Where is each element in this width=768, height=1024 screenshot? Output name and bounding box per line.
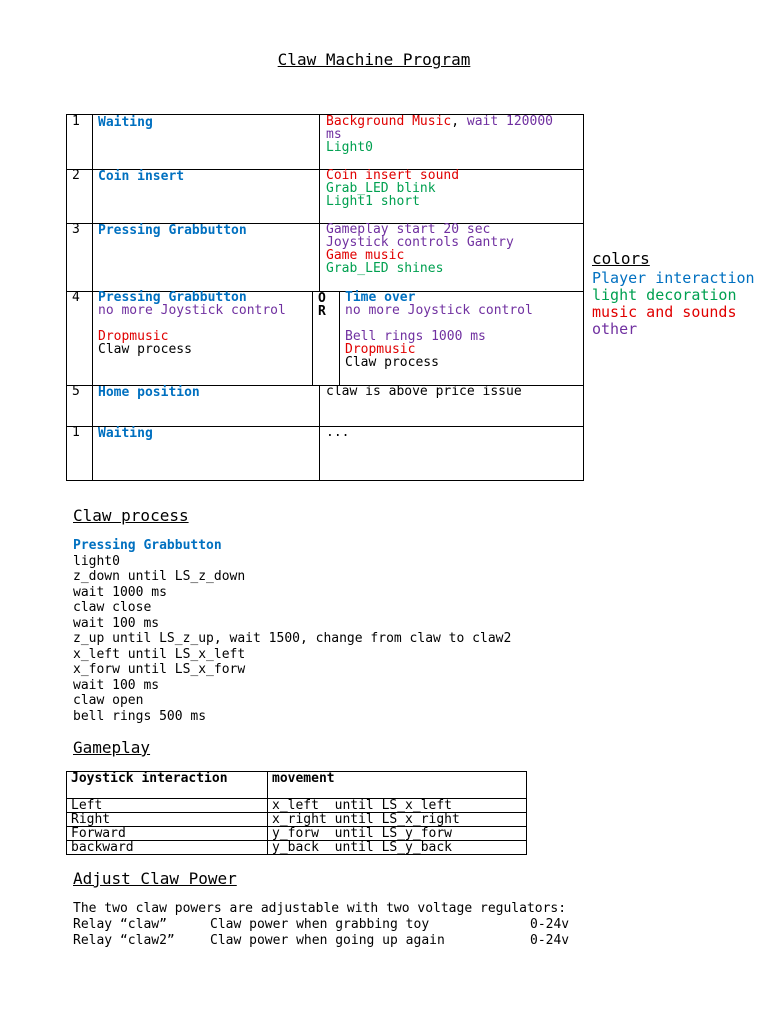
state-actions: Background Music, wait 120000 ms Light0 xyxy=(326,114,553,155)
legend-item: Player interaction xyxy=(592,269,755,287)
claw-process-step: wait 100 ms xyxy=(73,615,160,631)
relay-range: 0-24v xyxy=(530,932,570,948)
state-number: 1 xyxy=(72,114,80,129)
colors-legend xyxy=(592,249,755,338)
state-actions: Coin insert sound Grab_LED blink Light1 short xyxy=(326,168,460,209)
state-number: 4 xyxy=(72,290,80,305)
state-name: Coin insert xyxy=(98,169,185,184)
gameplay-heading: Gameplay xyxy=(73,738,151,757)
claw-process-step: claw open xyxy=(73,693,144,708)
claw-process-step: x_left until LS_x_left xyxy=(73,646,246,662)
state-name: Waiting xyxy=(98,115,153,130)
table-cell: y_back until LS_y_back xyxy=(268,841,527,855)
relay-desc: Claw power when going up again xyxy=(210,932,445,948)
claw-process-step: claw close xyxy=(73,600,152,615)
claw-process-step: light0 xyxy=(73,553,120,569)
claw-process-step: z_down until LS_z_down xyxy=(73,569,246,584)
state-branch-left: Pressing Grabbutton no more Joystick control Dropmusic Claw process xyxy=(98,290,286,357)
table-cell: x_right until LS_x_right xyxy=(268,813,527,827)
legend-item: light decoration xyxy=(592,286,737,304)
adjust-intro: The two claw powers are adjustable with two voltage regulators: xyxy=(73,901,567,916)
relay-row xyxy=(73,932,570,949)
state-number: 5 xyxy=(72,384,80,399)
claw-process-step: bell rings 500 ms xyxy=(73,708,207,724)
table-cell: backward xyxy=(67,841,268,855)
table-row xyxy=(67,813,527,827)
state-name: Home position xyxy=(98,385,200,400)
relay-desc: Claw power when grabbing toy xyxy=(210,916,430,932)
colors-legend-title: colors xyxy=(592,249,650,268)
claw-process-step: wait 1000 ms xyxy=(73,584,167,600)
relay-name: Relay “claw” xyxy=(73,916,167,932)
table-cell: y_forw until LS_y_forw xyxy=(268,827,527,841)
claw-process-trigger: Pressing Grabbutton xyxy=(73,538,222,553)
table-header-cell: movement xyxy=(268,772,527,799)
table-row xyxy=(67,827,527,841)
relay-name: Relay “claw2” xyxy=(73,932,175,948)
table-cell: Forward xyxy=(67,827,268,841)
relay-range: 0-24v xyxy=(530,916,570,932)
or-divider: O R xyxy=(318,291,326,319)
legend-item: other xyxy=(592,320,638,338)
claw-process-step: z_up until LS_z_up, wait 1500, change from claw to claw2 xyxy=(73,631,512,646)
table-row xyxy=(67,799,527,813)
table-cell: x_left until LS_x_left xyxy=(268,799,527,813)
legend-item: music and sounds xyxy=(592,303,737,321)
table-header-row xyxy=(67,772,527,799)
claw-process-heading: Claw process xyxy=(73,506,189,525)
gameplay-table xyxy=(66,771,527,855)
state-actions: Gameplay start 20 sec Joystick controls Gantry Game music Grab_LED shines xyxy=(326,222,514,276)
adjust-section xyxy=(73,901,570,949)
claw-process-step: wait 100 ms xyxy=(73,677,160,693)
claw-process-step: x_forw until LS_x_forw xyxy=(73,662,246,677)
table-row xyxy=(67,841,527,855)
state-number: 3 xyxy=(72,222,80,237)
table-header-cell: Joystick interaction xyxy=(67,772,268,799)
state-number: 2 xyxy=(72,168,80,183)
claw-process-steps xyxy=(73,538,511,724)
state-name: Waiting xyxy=(98,426,153,441)
state-name: Pressing Grabbutton xyxy=(98,223,247,238)
table-cell: Left xyxy=(67,799,268,813)
state-number: 1 xyxy=(72,425,80,440)
page-title: Claw Machine Program xyxy=(277,50,471,69)
state-actions: ... xyxy=(326,425,350,440)
state-branch-right: Time over no more Joystick control Bell rings 1000 ms Dropmusic Claw process xyxy=(345,290,533,370)
state-actions: claw is above price issue xyxy=(326,384,522,399)
relay-row xyxy=(73,916,570,933)
adjust-heading: Adjust Claw Power xyxy=(73,869,237,888)
table-cell: Right xyxy=(67,813,268,827)
